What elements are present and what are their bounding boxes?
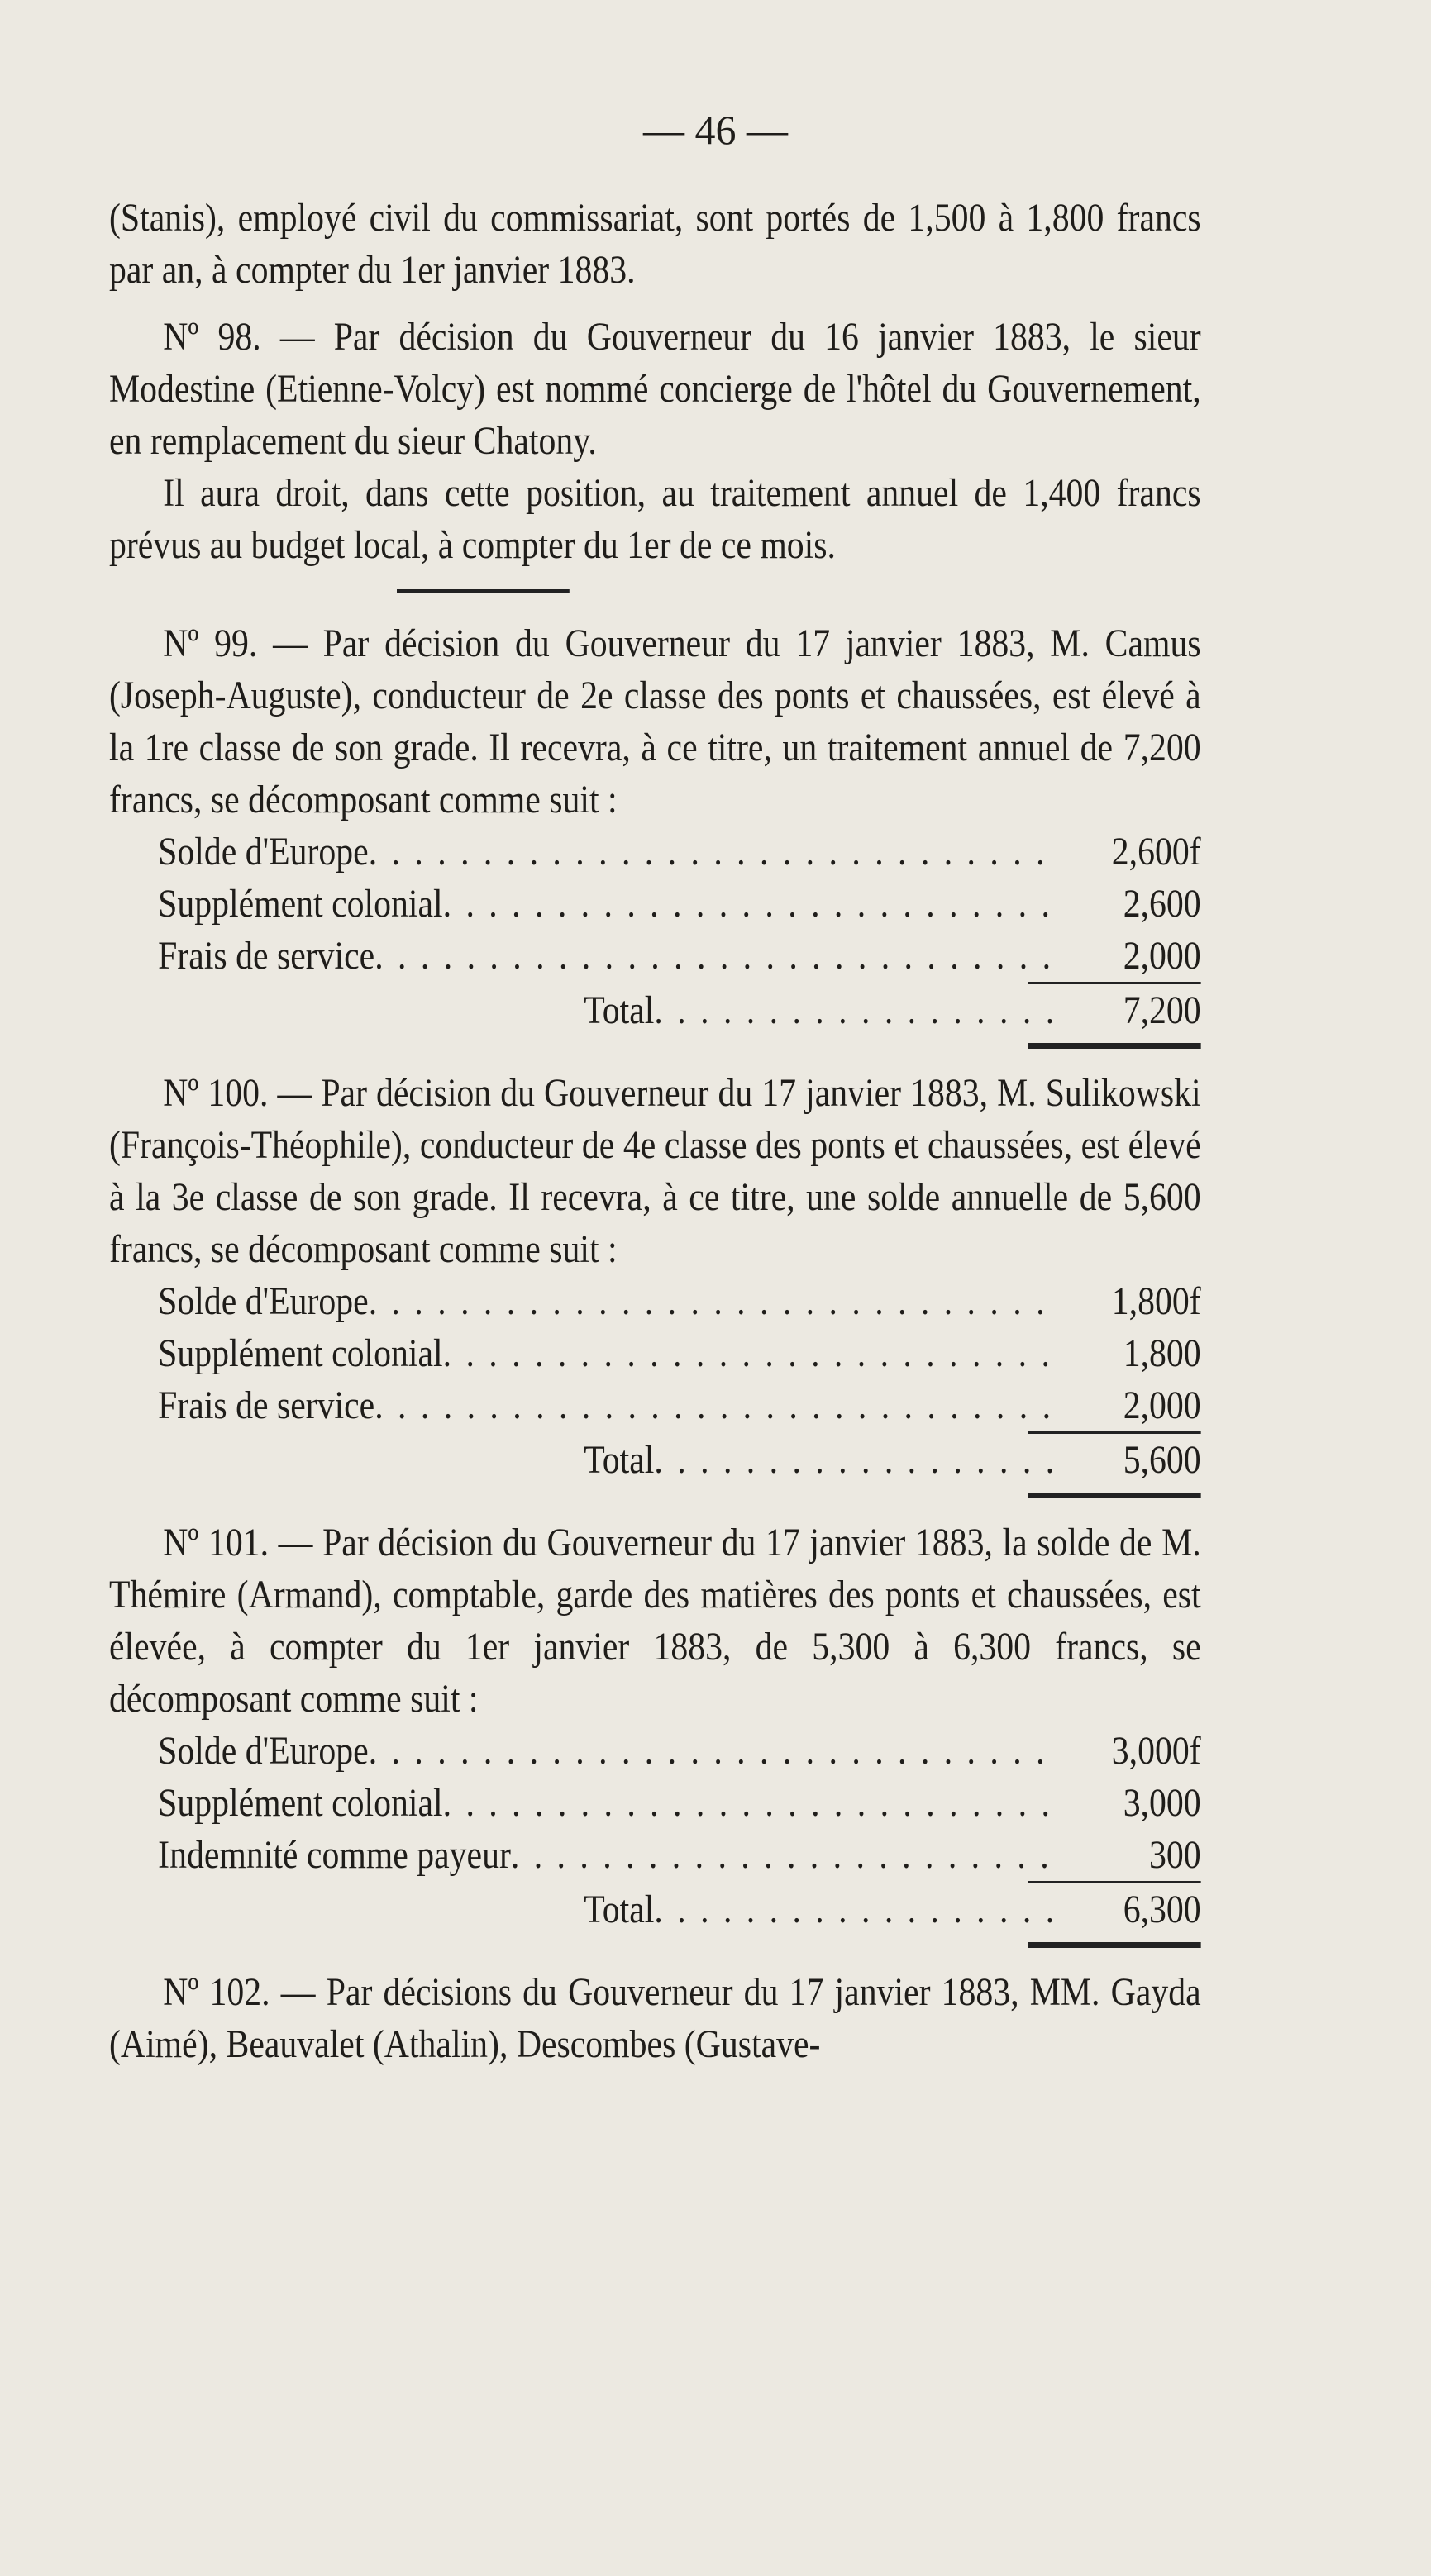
decision-99-head: Nº 99. — Par décision du Gouverneur du 17 janvier 1883, M. Camus (Joseph-Auguste), conducteur de 2e classe des ponts et chaussées, est élevé à la 1re classe de son grade. Il recevra, à ce titre, un traitement annuel de 7,200 francs, se décomposant comme suit : <box>109 621 1201 821</box>
table-row: Frais de service . . . 2,000 <box>109 1379 1201 1431</box>
page-text <box>109 192 1201 2070</box>
decision-101-head: Nº 101. — Par décision du Gouverneur du 17 janvier 1883, la solde de M. Thémire (Armand), comptable, garde des matières des ponts et chaussées, est élevée, à compter du 1er janvier 1883, de 5,300 à 6,300 francs, se décomposant comme suit : <box>109 1521 1201 1721</box>
decision-102-head: Nº 102. — Par décisions du Gouverneur du 17 janvier 1883, MM. Gayda (Aimé), Beauvalet (Athalin), Descombes (Gustave- <box>109 1970 1201 2066</box>
table-row: Supplément colonial . . . 2,600 <box>109 878 1201 930</box>
section-divider <box>397 589 570 593</box>
table-row: Indemnité comme payeur . . . 300 <box>109 1829 1201 1881</box>
table-row: Supplément colonial . . . 3,000 <box>109 1777 1201 1829</box>
salary-table-101 <box>109 1725 1201 1948</box>
total-rule <box>1028 1493 1201 1498</box>
table-row: Frais de service . . . 2,000 <box>109 930 1201 982</box>
total-rule <box>1028 1942 1201 1948</box>
total-row: Total . . . 6,300 <box>109 1883 1201 1936</box>
total-row: Total . . . 5,600 <box>109 1434 1201 1486</box>
decision-98-body: Il aura droit, dans cette position, au traitement annuel de 1,400 francs prévus au budget local, à compter du 1er de ce mois. <box>109 471 1201 567</box>
total-row: Total . . . 7,200 <box>109 984 1201 1036</box>
page-number: — 46 — <box>643 107 788 153</box>
table-row: Solde d'Europe . . . 3,000f <box>109 1725 1201 1777</box>
decision-98-head: Nº 98. — Par décision du Gouverneur du 16 janvier 1883, le sieur Modestine (Etienne-Volcy) est nommé concierge de l'hôtel du Gouvernement, en remplacement du sieur Chatony. <box>109 315 1201 463</box>
table-row: Supplément colonial . . . 1,800 <box>109 1327 1201 1379</box>
decision-100-head: Nº 100. — Par décision du Gouverneur du 17 janvier 1883, M. Sulikowski (François-Théophile), conducteur de 4e classe des ponts et chaussées, est élevé à la 3e classe de son grade. Il recevra, à ce titre, une solde annuelle de 5,600 francs, se décomposant comme suit : <box>109 1071 1201 1271</box>
salary-table-99 <box>109 826 1201 1049</box>
intro-paragraph: (Stanis), employé civil du commissariat, sont portés de 1,500 à 1,800 francs par an, à compter du 1er janvier 1883. <box>109 196 1201 292</box>
total-rule <box>1028 1043 1201 1049</box>
salary-table-100 <box>109 1275 1201 1498</box>
table-row: Solde d'Europe . . . 2,600f <box>109 826 1201 878</box>
table-row: Solde d'Europe . . . 1,800f <box>109 1275 1201 1327</box>
